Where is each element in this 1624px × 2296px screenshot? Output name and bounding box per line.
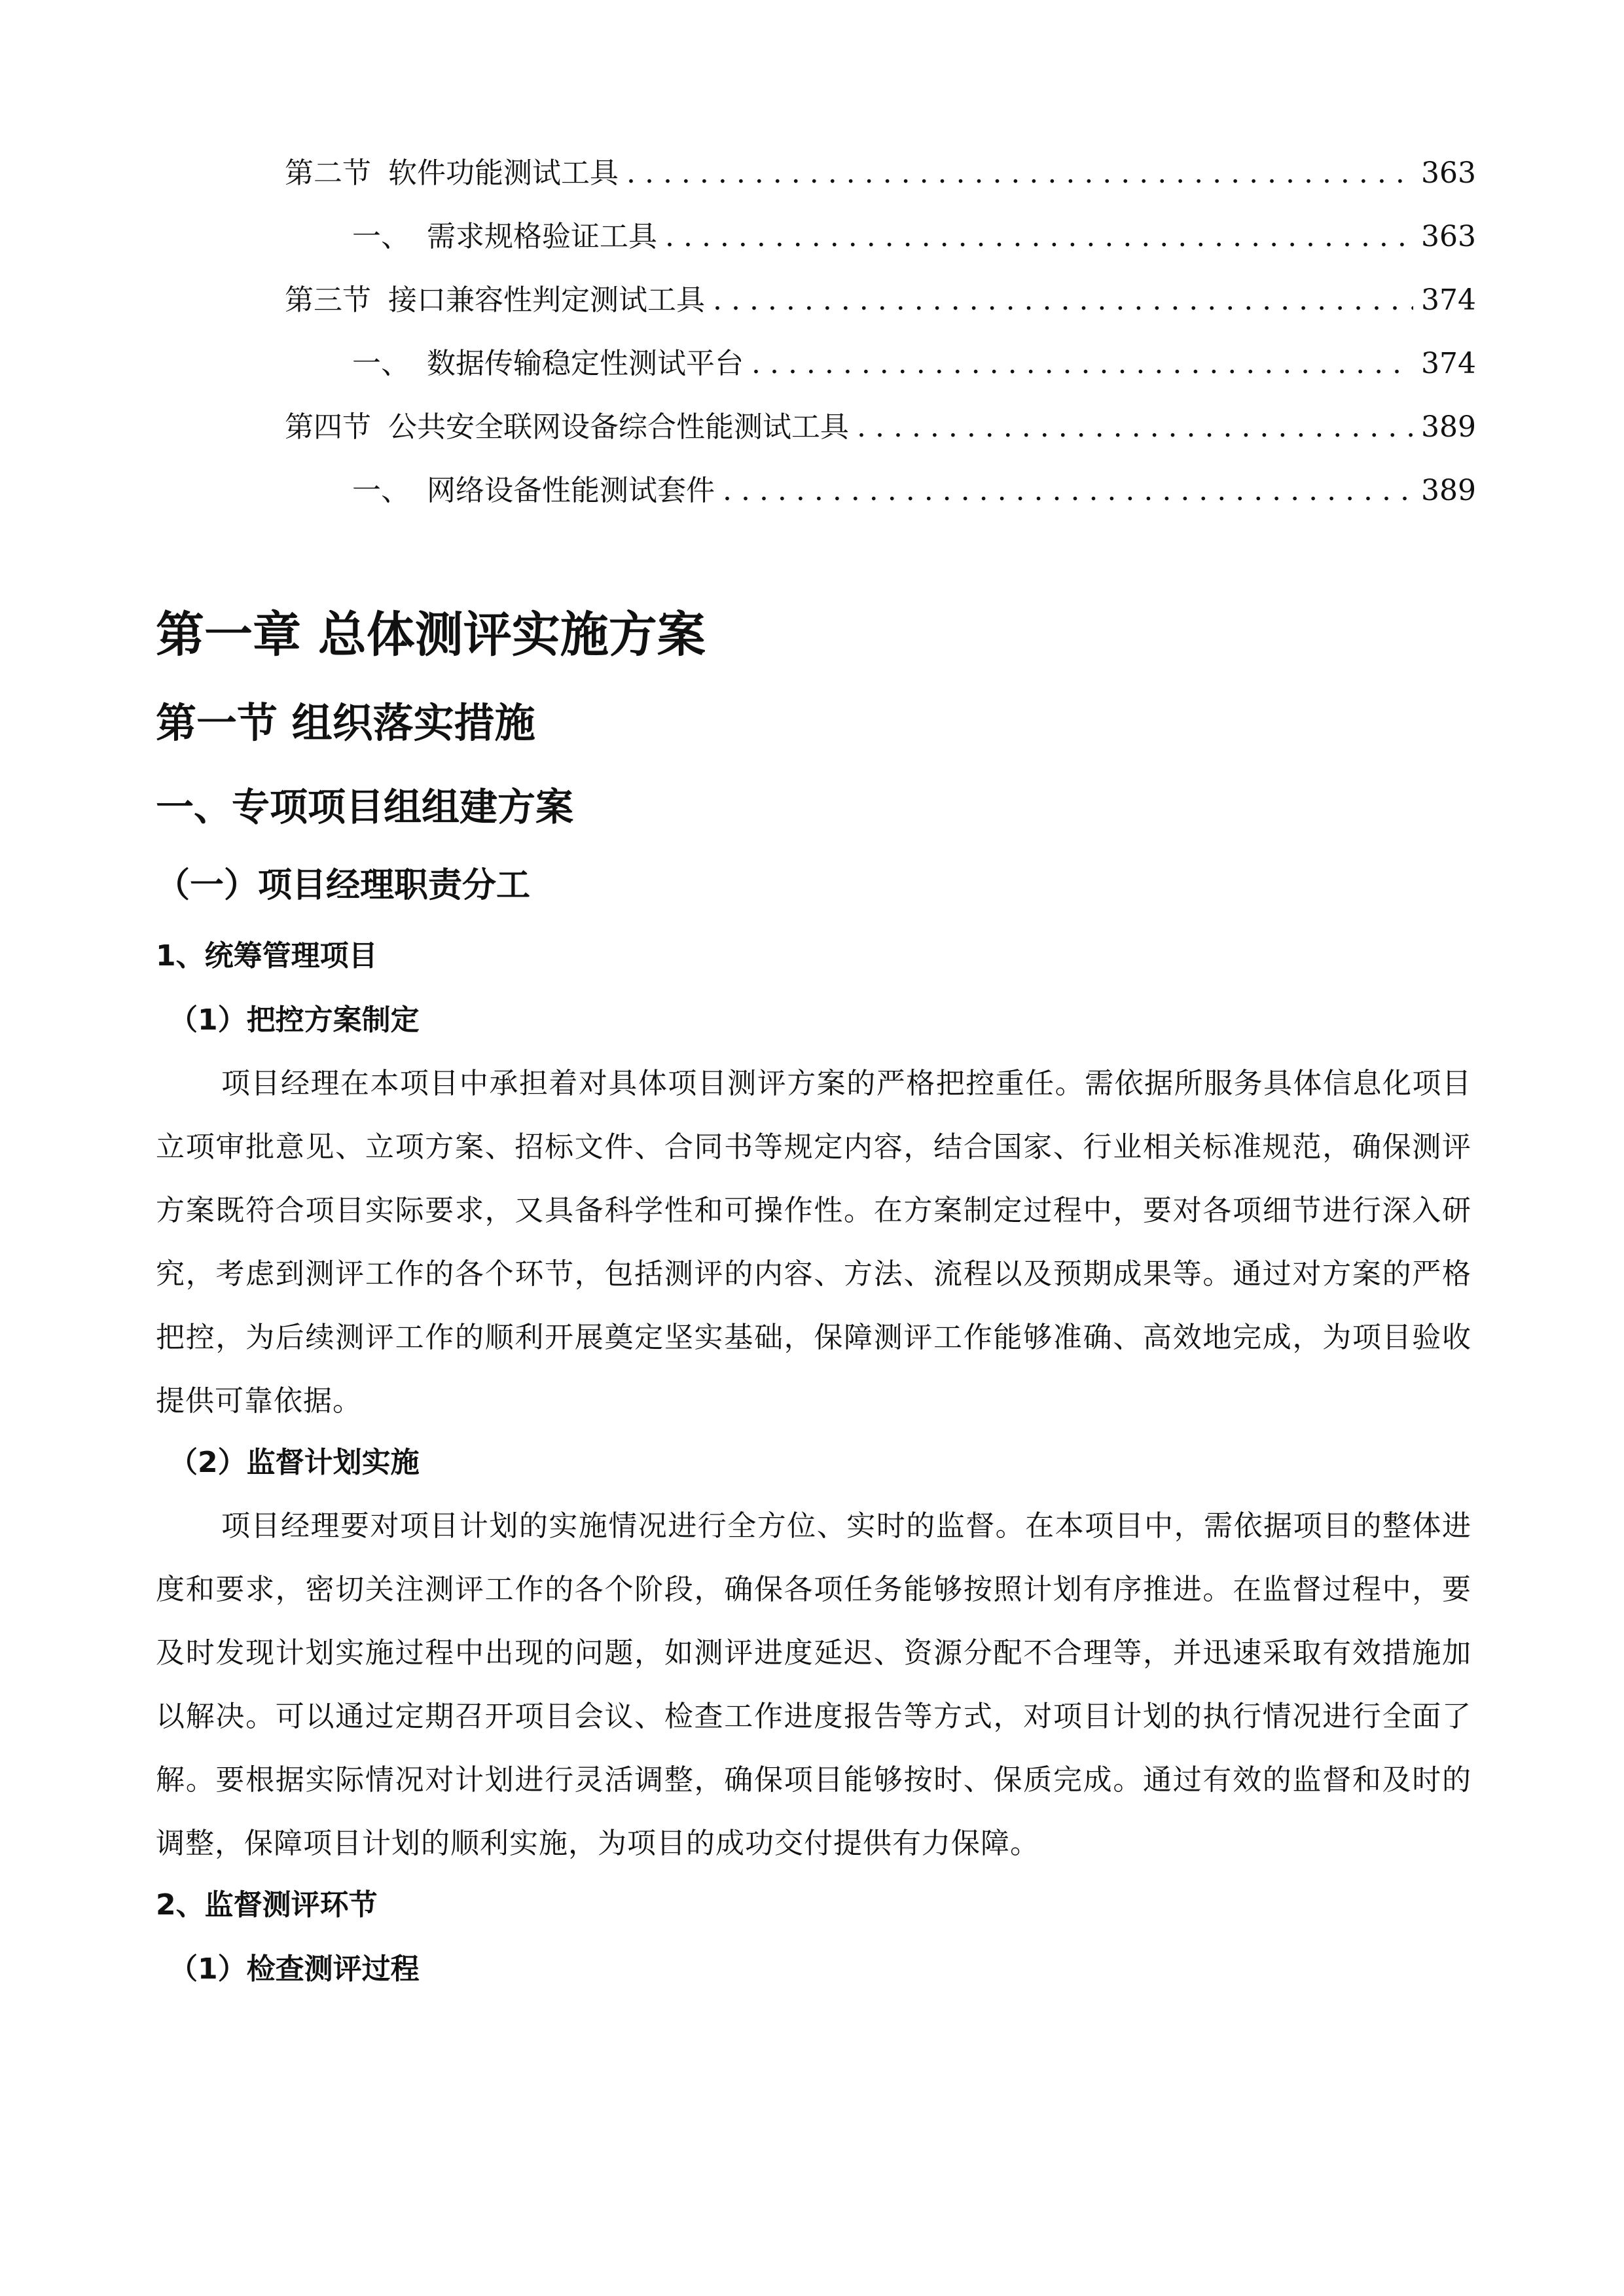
toc-page-number: 374 <box>1421 283 1476 317</box>
toc-leader-dots <box>665 220 1413 253</box>
item-heading: 一、专项项目组组建方案 <box>156 785 574 829</box>
toc-title: 需求规格验证工具 <box>427 220 657 253</box>
section-heading: 第一节 组织落实措施 <box>156 699 535 747</box>
toc-entry[interactable] <box>285 403 1476 467</box>
paren-heading: （2）监督计划实施 <box>169 1446 420 1479</box>
chapter-heading: 第一章 总体测评实施方案 <box>156 607 706 663</box>
toc-entry[interactable] <box>285 149 1476 213</box>
toc-prefix: 第四节 <box>285 410 371 444</box>
toc-entry[interactable] <box>285 467 1476 530</box>
toc-leader-dots <box>723 474 1413 507</box>
toc-page-number: 363 <box>1421 220 1476 253</box>
body-paragraph: 项目经理要对项目计划的实施情况进行全方位、实时的监督。在本项目中，需依据项目的整体进度和要求，密切关注测评工作的各个阶段，确保各项任务能够按照计划有序推进。在监督过程中，要及时发现计划实施过程中出现的问题，如测评进度延迟、资源分配不合理等，并迅速采取有效措施加以解决。可以通过定期召开项目会议、检查工作进度报告等方式，对项目计划的执行情况进行全面了解。要根据实际情况对计划进行灵活调整，确保项目能够按时、保质完成。通过有效的监督和及时的调整，保障项目计划的顺利实施，为项目的成功交付提供有力保障。 <box>156 1509 1471 1860</box>
toc-title: 数据传输稳定性测试平台 <box>427 347 744 380</box>
subsection-heading: （一）项目经理职责分工 <box>156 866 531 905</box>
table-of-contents <box>285 149 1476 530</box>
toc-entry[interactable] <box>285 213 1476 276</box>
toc-leader-dots <box>713 283 1413 317</box>
toc-entry[interactable] <box>285 340 1476 403</box>
toc-title: 公共安全联网设备综合性能测试工具 <box>388 410 849 444</box>
toc-prefix: 一、 <box>352 474 410 507</box>
toc-title: 网络设备性能测试套件 <box>427 474 715 507</box>
toc-title: 接口兼容性判定测试工具 <box>388 283 705 317</box>
document-body <box>156 599 1471 2001</box>
toc-leader-dots <box>751 347 1413 380</box>
toc-entry[interactable] <box>285 276 1476 340</box>
toc-leader-dots <box>857 410 1413 444</box>
paren-heading: （1）把控方案制定 <box>169 1003 420 1037</box>
numbered-heading: 1、统筹管理项目 <box>156 939 378 973</box>
toc-title: 软件功能测试工具 <box>388 156 619 190</box>
toc-page-number: 363 <box>1421 156 1476 190</box>
body-paragraph: 项目经理在本项目中承担着对具体项目测评方案的严格把控重任。需依据所服务具体信息化项目立项审批意见、立项方案、招标文件、合同书等规定内容，结合国家、行业相关标准规范，确保测评方案既符合项目实际要求，又具备科学性和可操作性。在方案制定过程中，要对各项细节进行深入研究，考虑到测评工作的各个环节，包括测评的内容、方法、流程以及预期成果等。通过对方案的严格把控，为后续测评工作的顺利开展奠定坚实基础，保障测评工作能够准确、高效地完成，为项目验收提供可靠依据。 <box>156 1067 1471 1418</box>
toc-prefix: 一、 <box>352 347 410 380</box>
toc-prefix: 第三节 <box>285 283 371 317</box>
toc-page-number: 374 <box>1421 347 1476 380</box>
toc-leader-dots <box>626 156 1413 190</box>
toc-prefix: 一、 <box>352 220 410 253</box>
numbered-heading: 2、监督测评环节 <box>156 1888 378 1922</box>
toc-page-number: 389 <box>1421 410 1476 444</box>
paren-heading: （1）检查测评过程 <box>169 1952 420 1986</box>
toc-page-number: 389 <box>1421 474 1476 507</box>
toc-prefix: 第二节 <box>285 156 371 190</box>
